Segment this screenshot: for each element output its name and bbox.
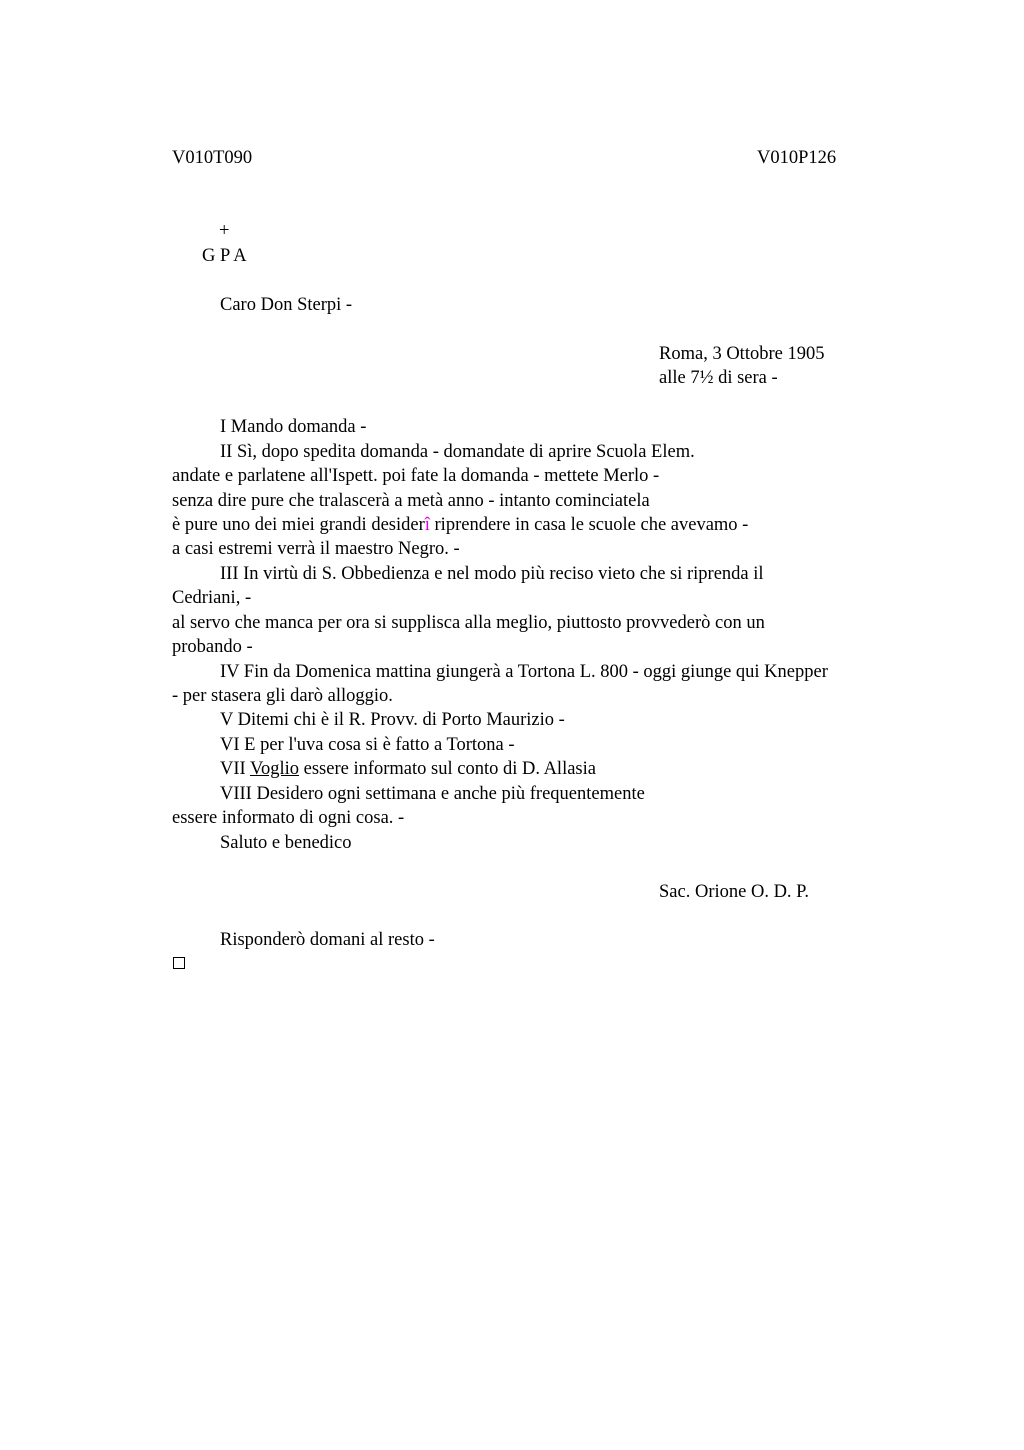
body-line: III In virtù di S. Obbedienza e nel modo più reciso vieto che si riprenda il [220,564,764,584]
body-line-part: VII [220,759,250,779]
body-line: I Mando domanda - [220,417,367,437]
body-line: andate e parlatene all'Ispett. poi fate la domanda - mettete Merlo - [172,466,660,486]
signature: Sac. Orione O. D. P. [659,882,810,902]
body-line: essere informato di ogni cosa. - [172,808,405,828]
body-line: V Ditemi chi è il R. Provv. di Porto Maurizio - [220,710,565,730]
body-line [220,757,596,781]
checkbox-square-icon [173,957,185,969]
body-line: senza dire pure che tralascerà a metà anno - intanto cominciatela [172,491,650,511]
body-line-part: riprendere in casa le scuole che avevamo - [429,515,749,535]
dateline-time: alle 7½ di sera - [659,368,778,388]
body-line [172,513,748,537]
salutation: Caro Don Sterpi - [220,295,353,315]
body-line: probando - [172,637,253,657]
monogram: G P A [202,246,247,266]
body-line-part: essere informato sul conto di D. Allasia [299,759,596,779]
body-line: VI E per l'uva cosa si è fatto a Tortona - [220,735,515,755]
body-line: Cedriani, - [172,588,252,608]
body-line: - per stasera gli darò alloggio. [172,686,393,706]
highlighted-character: î [424,515,430,535]
body-line-part: è pure uno dei miei grandi desider [172,515,425,535]
closing-line: Saluto e benedico [220,833,352,853]
dateline-place-date: Roma, 3 Ottobre 1905 [659,344,825,364]
body-line: al servo che manca per ora si supplisca alla meglio, piuttosto provvederò con un [172,613,765,633]
postscript: Risponderò domani al resto - [220,930,435,950]
header-right-code: V010P126 [757,148,837,168]
body-line: VIII Desidero ogni settimana e anche più frequentemente [220,784,645,804]
body-line: a casi estremi verrà il maestro Negro. - [172,539,460,559]
underlined-word: Voglio [249,759,299,779]
header-left-code: V010T090 [172,148,253,168]
cross-mark: + [219,221,230,241]
body-line: II Sì, dopo spedita domanda - domandate di aprire Scuola Elem. [220,442,695,462]
body-line: IV Fin da Domenica mattina giungerà a Tortona L. 800 - oggi giunge qui Knepper [220,662,828,682]
